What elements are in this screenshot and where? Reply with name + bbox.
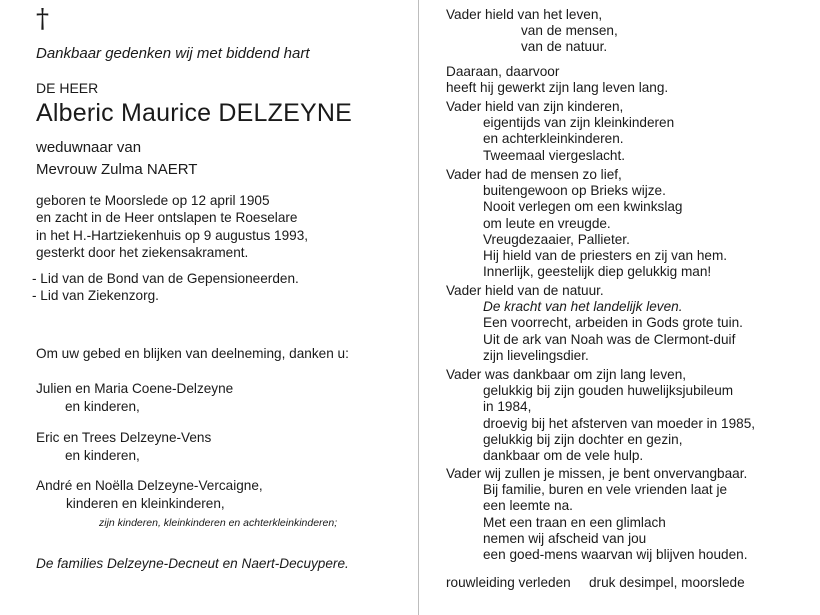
bio-line: geboren te Moorslede op 12 april 1905 — [36, 193, 270, 208]
poem-line: Bij familie, buren en vele vrienden laat je — [483, 482, 728, 498]
poem-line: een leemte na. — [483, 498, 573, 514]
family-children: en kinderen, — [65, 447, 140, 463]
poem-line: Vreugdezaaier, Pallieter. — [483, 231, 630, 247]
family-entry — [36, 380, 233, 416]
poem-line: Tweemaal viergeslacht. — [483, 147, 626, 163]
family-names: Eric en Trees Delzeyne-Vens — [36, 430, 212, 445]
thanks-text: Om uw gebed en blijken van deelneming, danken u: — [36, 346, 349, 361]
memberships — [32, 270, 299, 305]
family-entry — [36, 477, 263, 513]
poem-line: om leute en vreugde. — [483, 215, 611, 231]
spouse-name: Mevrouw Zulma NAERT — [36, 161, 198, 178]
poem-line: een goed-mens waarvan wij blijven houden. — [483, 547, 748, 563]
printer-credit: druk desimpel, moorslede — [589, 575, 745, 590]
poem-line: Daaraan, daarvoor — [446, 64, 560, 79]
family-children: en kinderen, — [65, 398, 140, 414]
poem-line: Met een traan en een glimlach — [483, 514, 666, 530]
other-families: De families Delzeyne-Decneut en Naert-Decuypere. — [36, 556, 349, 571]
widower-text: weduwnaar van — [36, 139, 142, 156]
poem-line: Nooit verlegen om een kwinkslag — [483, 199, 683, 215]
family-entry — [36, 429, 211, 465]
biography — [36, 192, 308, 262]
poem-line: nemen wij afscheid van jou — [483, 530, 647, 546]
fold-divider — [418, 0, 419, 615]
poem-line: van de natuur. — [521, 39, 608, 55]
poem-line: Vader hield van zijn kinderen, — [446, 99, 624, 114]
descendants-note: zijn kinderen, kleinkinderen en achterkleinkinderen; — [99, 517, 338, 529]
poem-line: buitengewoon op Brieks wijze. — [483, 183, 666, 199]
deceased-name: Alberic Maurice DELZEYNE — [36, 99, 353, 127]
family-names: Julien en Maria Coene-Delzeyne — [36, 381, 234, 396]
poem-line: Vader had de mensen zo lief, — [446, 167, 622, 182]
poem-stanza-6 — [446, 367, 806, 464]
poem-line: gelukkig bij zijn dochter en gezin, — [483, 431, 683, 447]
honorific: DE HEER — [36, 80, 99, 96]
poem-line: De kracht van het landelijk leven. — [483, 299, 683, 315]
poem-line: van de mensen, — [521, 23, 618, 39]
poem-line: zijn lievelingsdier. — [483, 347, 589, 363]
poem-stanza-7 — [446, 466, 806, 563]
poem-line: en achterkleinkinderen. — [483, 131, 624, 147]
funeral-director: rouwleiding verleden — [446, 575, 571, 590]
poem-stanza-5 — [446, 283, 806, 364]
poem-line: eigentijds van zijn kleinkinderen — [483, 115, 675, 131]
poem-line: Hij hield van de priesters en zij van hem. — [483, 248, 728, 264]
bio-line: in het H.-Hartziekenhuis op 9 augustus 1993, — [36, 227, 309, 243]
poem-line: Vader wij zullen je missen, je bent onvervangbaar. — [446, 466, 748, 481]
poem-line: Vader hield van de natuur. — [446, 283, 604, 298]
poem-stanza-2 — [446, 64, 806, 96]
membership-line: - Lid van Ziekenzorg. — [32, 288, 159, 304]
bio-line: gesterkt door het ziekensakrament. — [36, 245, 249, 261]
poem-stanza-1 — [446, 7, 806, 56]
poem-stanza-3 — [446, 99, 806, 164]
poem-line: Vader hield van het leven, — [446, 7, 603, 22]
poem-line: gelukkig bij zijn gouden huwelijksjubileum — [483, 383, 734, 399]
lead-text: Dankbaar gedenken wij met biddend hart — [36, 45, 310, 62]
poem-line: dankbaar om de vele hulp. — [483, 448, 644, 464]
poem-line: droevig bij het afsterven van moeder in 1985, — [483, 415, 756, 431]
poem-line: in 1984, — [483, 399, 532, 415]
poem-line: Vader was dankbaar om zijn lang leven, — [446, 367, 687, 382]
bio-line: en zacht in de Heer ontslapen te Roeselare — [36, 210, 298, 226]
cross-icon: † — [36, 4, 49, 34]
membership-line: - Lid van de Bond van de Gepensioneerden. — [32, 271, 299, 286]
poem-line: Een voorrecht, arbeiden in Gods grote tuin. — [483, 315, 743, 331]
poem-stanza-4 — [446, 167, 806, 280]
family-names: André en Noëlla Delzeyne-Vercaigne, — [36, 478, 263, 493]
family-children: kinderen en kleinkinderen, — [66, 495, 225, 511]
poem-line: Innerlijk, geestelijk diep gelukkig man! — [483, 264, 712, 280]
poem-line: Uit de ark van Noah was de Clermont-duif — [483, 331, 736, 347]
poem-line: heeft hij gewerkt zijn lang leven lang. — [446, 80, 669, 96]
